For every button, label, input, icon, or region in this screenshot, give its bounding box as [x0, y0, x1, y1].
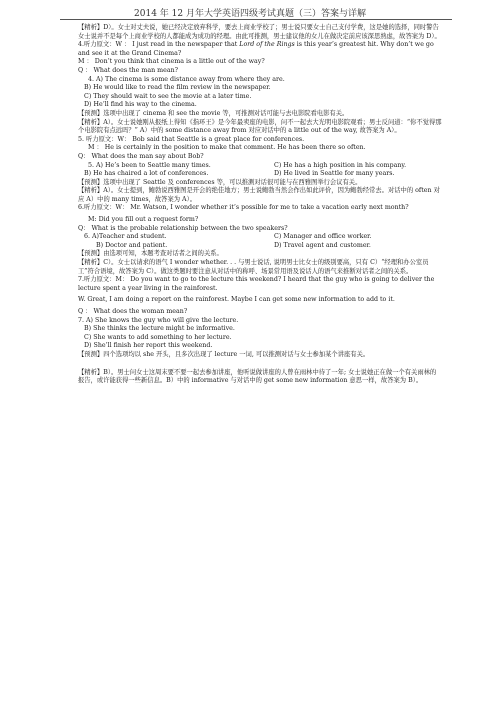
q6-option-d: D) Travel agent and customer. — [274, 241, 371, 249]
header-rule — [60, 19, 452, 20]
q4-film-title: Lord of the Rings — [239, 41, 295, 49]
q7-option-d: D) She’ll finish her report this weekend. — [84, 342, 213, 350]
q4-script: 4.听力原文：W ： I just read in the newspaper that Lord of the Rings is this year’s greatest hit. Why don’t we go and see it at the Grand Cinema? — [78, 41, 434, 57]
q4-option-b: B) He would like to read the film review in the newspaper. — [84, 84, 271, 92]
q5-option-c: C) He has a high position in his company. — [274, 161, 407, 169]
q4-man-line: M ： Don’t you think that cinema is a little out of the way? — [78, 58, 265, 66]
q5-options-row-2 — [78, 170, 442, 179]
q7-woman-line: W. Great, I am doing a report on the rainforest. Maybe I can get some new information to add to it. — [78, 296, 395, 304]
q6-option-a: 6. A)Teacher and student. — [84, 233, 167, 241]
analysis-paragraph-q3: 【精析】D）。女士对丈夫说，她已经决定放弃科学，要去上商业学校了；男士说只要女士自己支付学费，这是她的选择，同时警告女士说并不是每个上商业学校的人都能成为成功的经理。由此可推测，男士建议他的女儿在做决定前应该深思熟虑，故答案为 D）。 — [78, 24, 441, 40]
q6-analysis: 【精析】C）。女士以请求的语气 I wonder whether. . . 与男士说话, 说明男士比女士的级别要高，只有 C）“经理和办公室员工”符合语境，故答案为 C）。做这类题时要注意从对话中的称呼、场景常用语及说话人的语气来推断对话者之间的关系。 — [78, 259, 429, 275]
q6-options-row-1 — [78, 233, 442, 242]
q4-option-c: C) They should wait to see the movie at a later time. — [84, 92, 252, 100]
q4-question: Q ： What does the man mean? — [78, 66, 179, 74]
q5-option-b: B) He has chaired a lot of conferences. — [84, 170, 209, 178]
q5-options-row-1 — [78, 162, 442, 171]
q4-option-a: 4. A) The cinema is some distance away from where they are. — [88, 75, 285, 83]
q5-predict: 【预测】选项中出现了 Seattle 及 conferences 等，可以推测对话很可能与在西雅图举行会议有关。 — [78, 178, 362, 186]
q5-script: 5. 听力原文：W： Bob said that Seattle is a great place for conferences. — [78, 135, 305, 143]
q5-question: Q： What does the man say about Bob? — [78, 152, 204, 160]
q5-option-a: 5. A) He’s been to Seattle many times. — [88, 161, 211, 169]
q6-script: 6.听力原文：W： Mr. Watson, I wonder whether it’s possible for me to take a vacation early next month? — [78, 204, 409, 212]
q7-option-c: C) She wants to add something to her lecture. — [84, 333, 232, 341]
q7-analysis: 【精析】B）。男士问女士这周末要不要一起去参加讲座，他听说做讲座的人曾在雨林中待了一年; 女士说她正在做一个有关雨林的报告，或许能获得一些新信息。B）中的 informative 与对话中的 get some new information 意思一样，故答案为 B）。 — [78, 368, 437, 385]
q7-option-a: 7. A) She knows the guy who will give the lecture. — [78, 316, 239, 324]
q7-option-b: B) She thinks the lecture might be informative. — [84, 325, 235, 333]
q6-question: Q： What is the probable relationship between the two speakers? — [78, 224, 288, 232]
q5-option-d: D) He lived in Seattle for many years. — [274, 170, 395, 178]
q7-predict: 【预测】四个选项均以 she 开头，且多次出现了 lecture 一词, 可以推测对话与女士参加某个讲座有关。 — [78, 350, 370, 358]
q6-predict: 【预测】由选项可知，本题考查对话者之间的关系。 — [78, 250, 223, 258]
q6-man-line: M: Did you fill out a request form? — [88, 216, 199, 224]
document-body — [78, 24, 442, 386]
page-header: 2014 年 12 月年大学英语四级考试真题（三）答案与详解 — [134, 9, 366, 19]
q4-analysis: 【精析】A）。女士说她刚从报纸上得知《指环王》是今年最卖座的电影，问不一起去大光明电影院观看；男士反问道：“你不觉得那个电影院有点远吗？” A）中的 some distance away from 对应对话中的 a little out of the way, 故答案为 A）。 — [78, 118, 442, 135]
q4-predict: 【预测】选项中出现了 cinema 和 see the movie 等，可推测对话可能与去电影院看电影有关。 — [78, 109, 349, 117]
q4-option-d: D) He’ll find his way to the cinema. — [84, 101, 197, 109]
q7-script: 7.听力原文：M： Do you want to go to the lecture this weekend? I heard that the guy who is going to deliver the lecture spent a year living in the rainforest. — [78, 276, 435, 292]
q5-analysis: 【精析】A）。女士提到，鲍勃说西雅图是开会的绝佳地方；男士说鲍勃当然会作出如此评价，因为鲍勃经常去。对话中的 often 对应 A）中的 many times，故答案为 A）。 — [78, 187, 440, 203]
q6-option-b: B) Doctor and patient. — [96, 241, 168, 249]
q5-man-line: M ： He is certainly in the position to make that comment. He has been there so often. — [88, 144, 366, 152]
q6-option-c: C) Manager and office worker. — [274, 233, 372, 241]
q7-question: Q ： What does the woman mean? — [78, 308, 188, 315]
